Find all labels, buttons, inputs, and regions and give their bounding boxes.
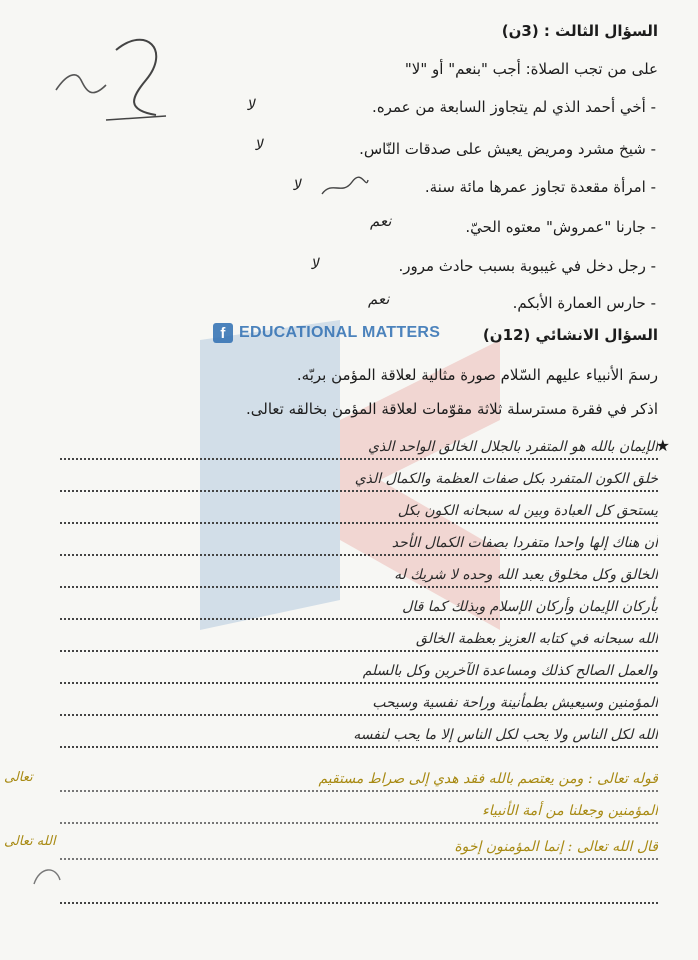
essay-line-5: الخالق وكل مخلوق يعبد الله وحده لا شريك له — [60, 564, 658, 588]
watermark-text: EDUCATIONAL MATTERS — [239, 324, 441, 341]
q3-answer-2: لا — [254, 136, 263, 154]
q3-item-5: - رجل دخل في غيبوبة بسبب حادث مرور. — [398, 257, 656, 275]
margin-note-1: تعالى — [4, 770, 33, 785]
essay-line-7: الله سبحانه في كتابه العزيز بعظمة الخالق — [60, 628, 658, 652]
teacher-line-3: قال الله تعالى : إنما المؤمنون إخوة — [60, 836, 658, 860]
essay-line-3: يستحق كل العبادة وبين له سبحانه الكون بكل — [60, 500, 658, 524]
q3-item-2: - شيخ مشرد ومريض يعيش على صدقات النّاس. — [359, 140, 656, 158]
bullet-star-icon: ★ — [655, 436, 670, 455]
teacher-line-2: المؤمنين وجعلنا من أمة الأنبياء — [60, 800, 658, 824]
q3-instruction: على من تجب الصلاة: أجب "بنعم" أو "لا" — [404, 60, 658, 78]
q4-prompt-2: اذكر في فقرة مسترسلة ثلاثة مقوّمات لعلاقة المؤمن بخالقه تعالى. — [245, 400, 658, 418]
q3-item-1: - أخي أحمد الذي لم يتجاوز السابعة من عمره. — [372, 98, 656, 116]
q3-answer-1: لا — [246, 96, 255, 114]
essay-line-10: الله لكل الناس ولا يحب لكل الناس إلا ما يحب لنفسه — [60, 724, 658, 748]
q3-item-6: - حارس العمارة الأبكم. — [512, 294, 656, 312]
pen-mark-icon — [30, 860, 70, 890]
q3-item-4: - جارنا "عمروش" معتوه الحيّ. — [465, 218, 656, 236]
q3-answer-6: نعم — [368, 290, 390, 308]
q3-item-3: - امرأة مقعدة تجاوز عمرها مائة سنة. — [424, 178, 656, 196]
strike-scribble-icon — [320, 176, 370, 200]
q4-prompt-1: رسمَ الأنبياء عليهم السّلام صورة مثالية لعلاقة المؤمن بربّه. — [296, 366, 658, 384]
q3-answer-4: نعم — [370, 212, 392, 230]
essay-line-1: الإيمان بالله هو المتفرد بالجلال الخالق الواحد الذي — [60, 436, 658, 460]
essay-line-9: المؤمنين وسيعيش بطمأنينة وراحة نفسية وسيحب — [60, 692, 658, 716]
essay-line-4: أن هناك إلها واحدا متفردا بصفات الكمال الأحد — [60, 532, 658, 556]
margin-note-2: الله تعالى — [4, 834, 56, 849]
q4-heading: السؤال الانشائي (12ن) — [482, 326, 658, 344]
essay-line-6: بأركان الإيمان وأركان الإسلام وبذلك كما قال — [60, 596, 658, 620]
essay-line-2: خلق الكون المتفرد بكل صفات العظمة والكمال الذي — [60, 468, 658, 492]
essay-blank-line — [60, 880, 658, 904]
facebook-icon: f — [213, 323, 233, 343]
watermark-banner — [213, 319, 440, 347]
q3-answer-3: لا — [292, 176, 301, 194]
q3-heading: السؤال الثالث : (3ن) — [501, 22, 658, 40]
essay-line-8: والعمل الصالح كذلك ومساعدة الآخرين وكل بالسلم — [60, 660, 658, 684]
q3-answer-5: لا — [310, 255, 319, 273]
grade-scribble-icon — [36, 20, 176, 130]
teacher-line-1: قوله تعالى : ومن يعتصم بالله فقد هدي إلى صراط مستقيم — [60, 768, 658, 792]
